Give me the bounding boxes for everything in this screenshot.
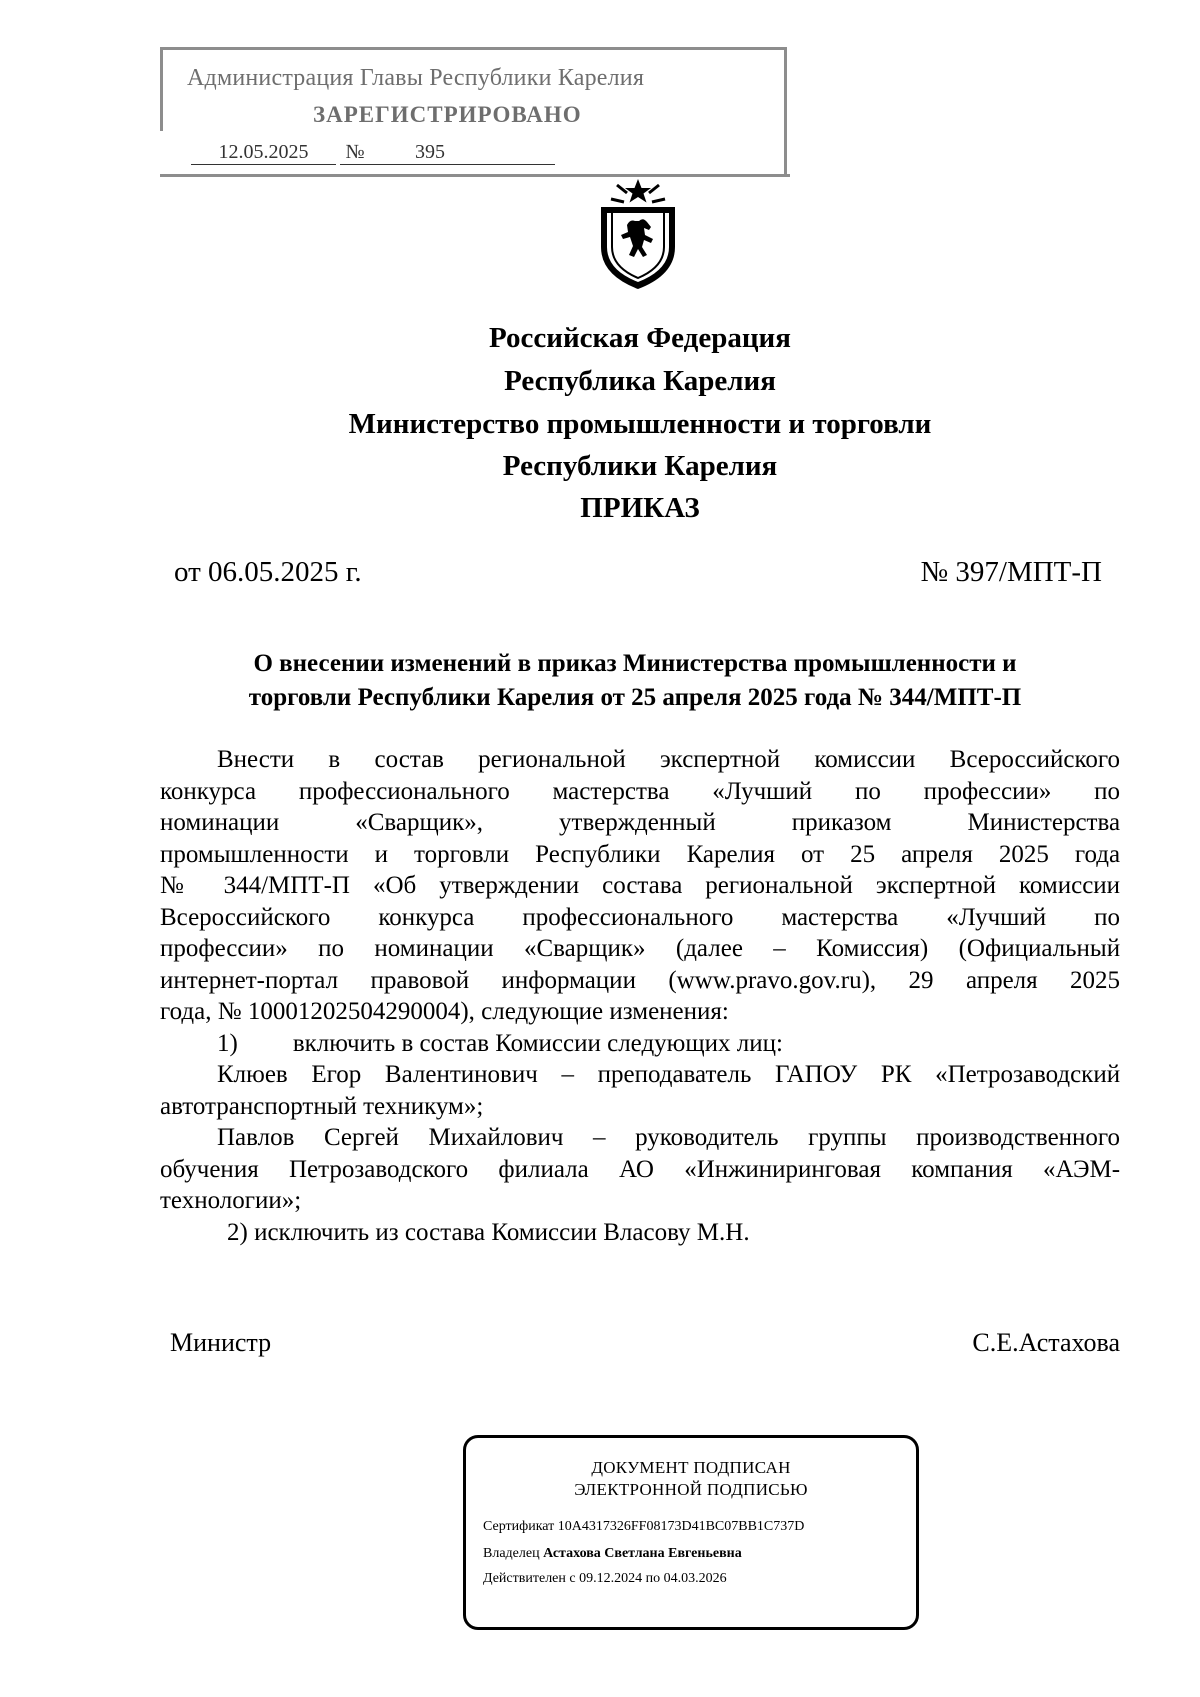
word: ГАПОУ	[775, 1061, 858, 1088]
word: экспертной	[875, 872, 997, 899]
word: 2025	[998, 840, 1049, 868]
word: утверждении	[439, 872, 580, 899]
body-line	[160, 1122, 1120, 1154]
word: года	[1074, 840, 1121, 868]
esig-cert-value: 10A4317326FF08173D41BC07BB1C737D	[557, 1519, 805, 1534]
word: обучения	[160, 1155, 259, 1183]
body-line	[160, 870, 1120, 902]
electronic-signature-stamp	[463, 1435, 919, 1630]
word: по	[1094, 903, 1121, 931]
word: в	[328, 746, 341, 773]
word: (далее	[675, 935, 743, 962]
stamp-border-left	[160, 47, 163, 131]
word: состав	[374, 746, 444, 773]
word: «АЭМ-	[1043, 1155, 1121, 1183]
word: РК	[880, 1061, 912, 1088]
word: Клюев	[217, 1061, 288, 1088]
word: «Петрозаводский	[935, 1061, 1121, 1088]
word: Валентинович	[384, 1061, 538, 1088]
word: комиссии	[1019, 872, 1121, 899]
word: Всероссийского	[160, 903, 331, 931]
word: профессионального	[298, 777, 510, 805]
word: Карелия	[686, 840, 775, 868]
esig-cert-label: Сертификат	[483, 1519, 555, 1534]
word: и	[374, 840, 389, 868]
word: конкурса	[160, 777, 257, 805]
body-line	[160, 807, 1120, 839]
word: региональной	[478, 746, 626, 773]
word: Внести	[217, 746, 295, 773]
header-ministry: Министерство промышленности и торговли	[348, 408, 932, 440]
body-line	[160, 1059, 1120, 1091]
word: Михайлович	[428, 1124, 564, 1151]
word: апреля	[965, 966, 1038, 994]
list-item-1-number: 1)	[217, 1029, 238, 1057]
word: от	[800, 840, 825, 868]
header-ministry-region: Республики Карелия	[502, 450, 778, 482]
word: 2025	[1070, 966, 1121, 994]
word: филиала	[498, 1155, 589, 1183]
word: Министерства	[967, 809, 1121, 836]
word: –	[773, 935, 786, 962]
body-line	[160, 902, 1120, 934]
word: региональной	[705, 872, 853, 899]
esig-valid-to-prefix: по	[645, 1571, 661, 1586]
word: 29	[908, 966, 934, 994]
word: по	[1094, 777, 1121, 805]
esig-validity	[483, 1571, 727, 1587]
list-item-2: 2) исключить из состава Комиссии Власову М.Н.	[227, 1218, 750, 1246]
word: Егор	[311, 1061, 362, 1088]
body-line	[160, 839, 1120, 871]
word: апреля	[901, 840, 973, 868]
word: руководитель	[635, 1124, 779, 1151]
word: экспертной	[659, 746, 781, 773]
registration-number-sign: №	[340, 141, 370, 165]
word: –	[593, 1124, 606, 1151]
word: производственного	[916, 1124, 1121, 1151]
order-title-line2: торговли Республики Карелия от 25 апреля 2025 года № 344/МПТ-П	[248, 684, 1022, 711]
document-type: ПРИКАЗ	[580, 492, 700, 524]
word: компания	[911, 1155, 1013, 1183]
registration-status: ЗАРЕГИСТРИРОВАНО	[313, 102, 582, 127]
word: интернет-портал	[160, 966, 339, 994]
word: номинации	[160, 809, 280, 836]
body-line	[160, 776, 1120, 808]
registration-date: 12.05.2025	[191, 141, 336, 165]
registration-date-row	[191, 141, 555, 165]
word: мастерства	[781, 903, 899, 931]
esig-owner	[483, 1546, 742, 1562]
body-line	[160, 744, 1120, 776]
signer-position: Министр	[170, 1328, 272, 1357]
body-line: автотранспортный техникум»;	[160, 1092, 484, 1120]
esig-title-1: ДОКУМЕНТ ПОДПИСАН	[591, 1458, 791, 1477]
word: «Сварщик»,	[355, 809, 484, 836]
body-line	[160, 965, 1120, 997]
header-country: Российская Федерация	[489, 322, 791, 354]
header-region: Республика Карелия	[504, 365, 776, 397]
word: профессии»	[923, 777, 1052, 805]
signer-name: С.Е.Астахова	[972, 1328, 1120, 1357]
word: «Об	[372, 872, 417, 899]
stamp-border-bottom	[160, 174, 790, 177]
word: «Лучший	[712, 777, 813, 805]
word: группы	[808, 1124, 887, 1151]
word: Сергей	[323, 1124, 399, 1151]
body-line: технологии»;	[160, 1187, 302, 1214]
word: Петрозаводского	[289, 1155, 469, 1183]
list-item-1-text: включить в состав Комиссии следующих лиц:	[292, 1029, 783, 1057]
esig-certificate	[483, 1519, 804, 1535]
word: профессии»	[160, 935, 288, 962]
word: правовой	[370, 966, 470, 994]
body-line	[160, 933, 1120, 965]
word: информации	[501, 966, 636, 994]
word: 344/МПТ-П	[223, 872, 350, 899]
word: «Инжиниринговая	[684, 1155, 881, 1183]
word: мастерства	[552, 777, 670, 805]
order-date: от 06.05.2025 г.	[174, 556, 362, 588]
body-line: года, № 10001202504290004), следующие изменения:	[160, 998, 729, 1025]
word: Республики	[535, 840, 661, 868]
order-title-line1: О внесении изменений в приказ Министерства промышленности и	[253, 650, 1017, 677]
word: Павлов	[217, 1124, 295, 1151]
word: Комиссия)	[816, 935, 929, 962]
word: промышленности	[160, 840, 349, 868]
word: –	[561, 1061, 574, 1088]
esig-valid-label: Действителен	[483, 1571, 566, 1586]
word: приказом	[791, 809, 892, 836]
word: по	[318, 935, 345, 962]
esig-title-2: ЭЛЕКТРОННОЙ ПОДПИСЬЮ	[574, 1480, 808, 1499]
body-paragraph-1	[160, 744, 1120, 1248]
word: №	[160, 872, 201, 899]
order-number: № 397/МПТ-П	[920, 556, 1102, 588]
word: «Лучший	[946, 903, 1047, 931]
esig-owner-label: Владелец	[483, 1546, 540, 1561]
word: комиссии	[814, 746, 916, 773]
word: профессионального	[522, 903, 734, 931]
word: «Сварщик»	[523, 935, 646, 962]
registration-number: 395	[370, 141, 555, 165]
word: 25	[850, 840, 876, 868]
esig-valid-from-prefix: с	[569, 1571, 576, 1586]
list-item-1	[160, 1028, 1120, 1060]
registration-authority: Администрация Главы Республики Карелия	[187, 65, 645, 91]
word: (Официальный	[958, 935, 1121, 962]
word: преподаватель	[597, 1061, 752, 1088]
word: Всероссийского	[949, 746, 1121, 773]
word: состава	[602, 872, 683, 899]
esig-valid-from: 09.12.2024	[579, 1571, 643, 1586]
coat-of-arms-icon	[597, 177, 679, 291]
word: утвержденный	[559, 809, 716, 836]
registration-stamp	[163, 47, 787, 174]
word: (www.pravo.gov.ru),	[668, 966, 877, 994]
esig-valid-to: 04.03.2026	[663, 1571, 727, 1586]
body-line	[160, 1154, 1120, 1186]
word: номинации	[374, 935, 494, 962]
esig-owner-value: Астахова Светлана Евгеньевна	[543, 1546, 742, 1561]
word: торговли	[414, 840, 510, 868]
word: по	[854, 777, 881, 805]
word: конкурса	[378, 903, 475, 931]
word: АО	[619, 1155, 654, 1183]
